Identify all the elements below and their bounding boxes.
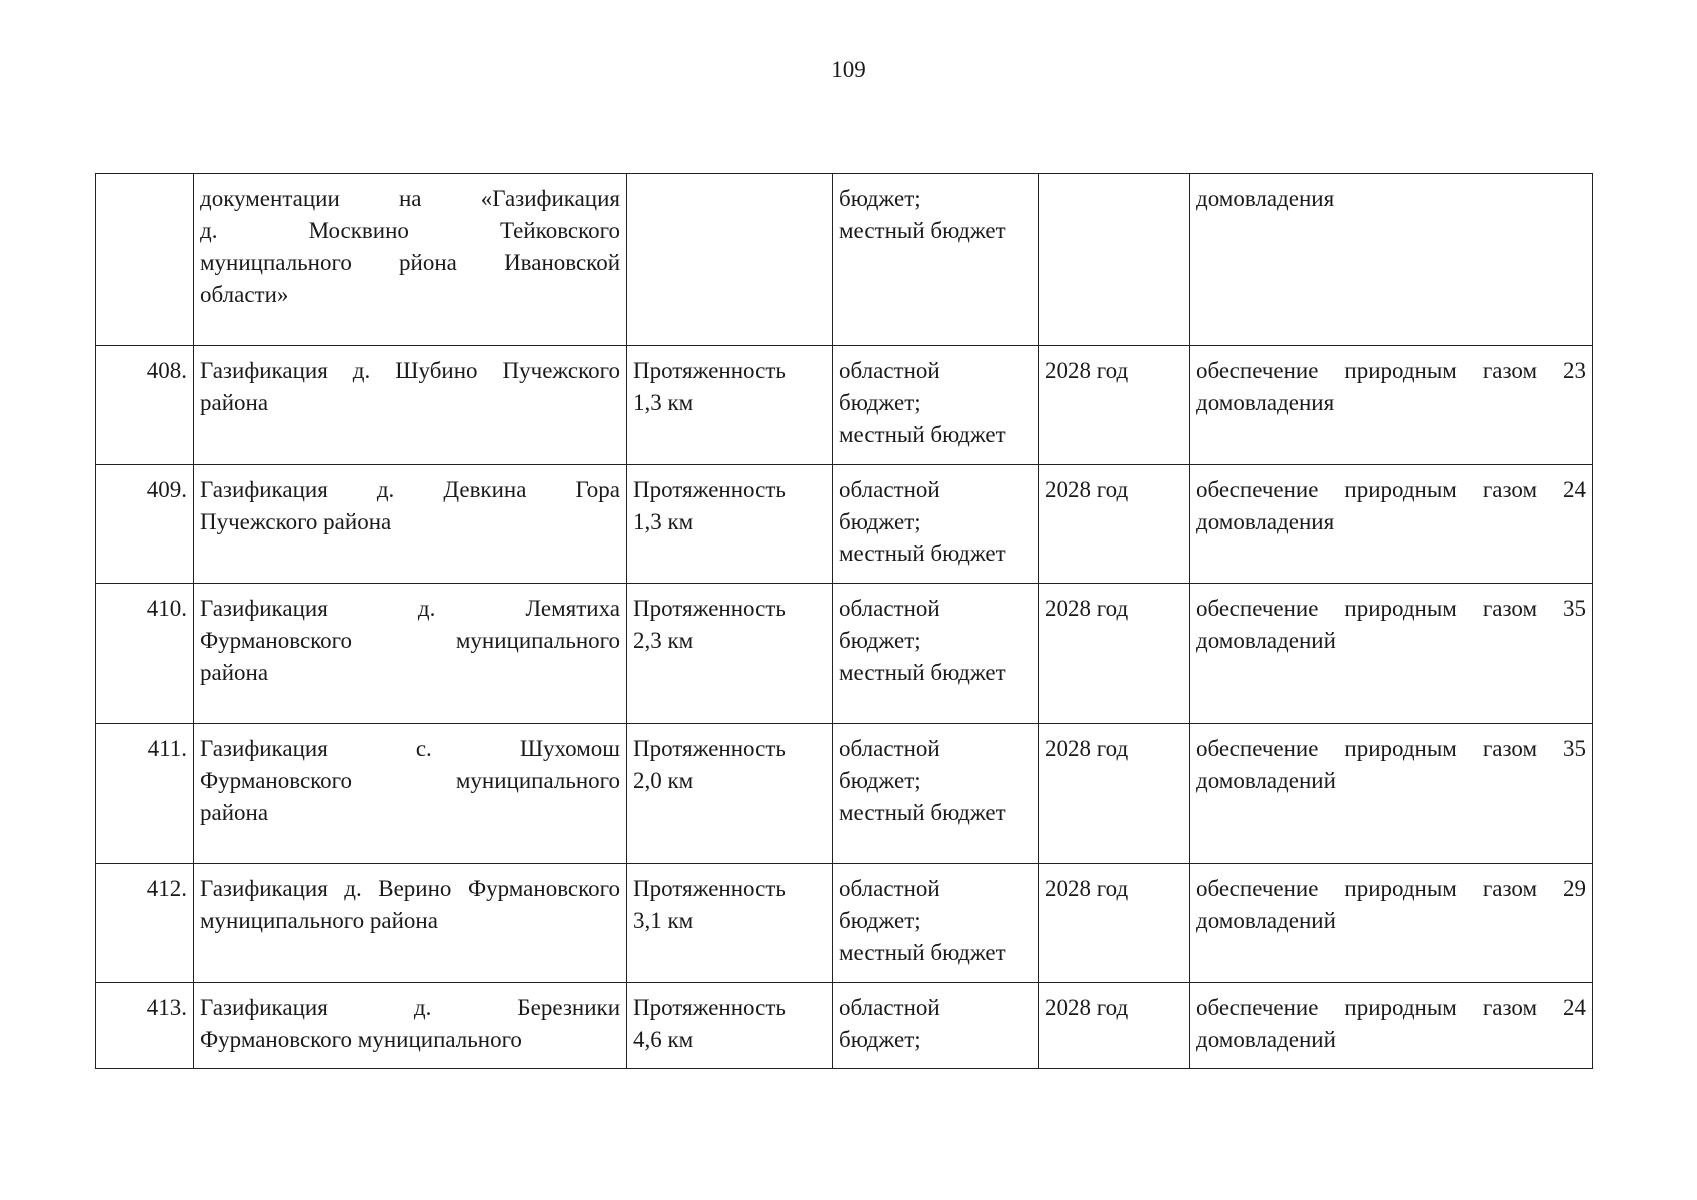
capacity-cell-line: 1,3 км (633, 509, 694, 534)
expected-result (1190, 983, 1593, 1069)
expected-result-line: домовладения (1196, 509, 1335, 534)
expected-result (1190, 724, 1593, 864)
measure-name-line: Газификация д. Шубино Пучежского (200, 358, 620, 383)
funding-source-line: бюджет; (839, 1027, 921, 1052)
expected-result-line: обеспечение природным газом 35 (1196, 736, 1586, 761)
row-number: 409. (96, 465, 194, 584)
deadline-year (1039, 174, 1190, 346)
table-row (96, 983, 1593, 1069)
measure-name (194, 983, 627, 1069)
deadline-year: 2028 год (1039, 584, 1190, 724)
expected-result (1190, 174, 1593, 346)
expected-result-line: домовладений (1196, 908, 1336, 933)
measure-name-line: Фурмановского муниципального (200, 628, 620, 653)
deadline-year: 2028 год (1039, 724, 1190, 864)
row-number: 410. (96, 584, 194, 724)
row-number (96, 174, 194, 346)
funding-source-line: местный бюджет (839, 800, 1006, 825)
row-number: 411. (96, 724, 194, 864)
capacity-cell (627, 174, 833, 346)
funding-source (833, 983, 1039, 1069)
capacity-cell-line: Протяженность (633, 596, 786, 621)
capacity-cell-line: Протяженность (633, 477, 786, 502)
measure-name-line: Газификация д. Лемятиха (200, 596, 620, 621)
funding-source (833, 864, 1039, 983)
page-number: 109 (831, 57, 866, 82)
expected-result-line: домовладений (1196, 768, 1336, 793)
measure-name-line: Газификация с. Шухомош (200, 736, 620, 761)
expected-result (1190, 864, 1593, 983)
capacity-cell-line: 1,3 км (633, 390, 694, 415)
expected-result-line: домовладений (1196, 1027, 1336, 1052)
funding-source-line: бюджет; (839, 908, 921, 933)
measure-name-line: Фурмановского муниципального (200, 1027, 522, 1052)
row-number: 413. (96, 983, 194, 1069)
funding-source-line: областной (839, 736, 940, 761)
capacity-cell-line: Протяженность (633, 358, 786, 383)
funding-source-line: бюджет; (839, 186, 921, 211)
expected-result-line: домовладения (1196, 186, 1335, 211)
measure-name-line: района (200, 660, 269, 685)
measure-name-line: Фурмановского муниципального (200, 768, 620, 793)
funding-source-line: областной (839, 876, 940, 901)
expected-result-line: обеспечение природным газом 23 (1196, 358, 1586, 383)
deadline-year: 2028 год (1039, 346, 1190, 465)
capacity-cell (627, 724, 833, 864)
measure-name (194, 346, 627, 465)
funding-source-line: областной (839, 358, 940, 383)
capacity-cell-line: Протяженность (633, 736, 786, 761)
measure-name-line: Пучежского района (200, 509, 392, 534)
table-row (96, 174, 1593, 346)
table-row (96, 724, 1593, 864)
expected-result-line: домовладений (1196, 628, 1336, 653)
measure-name-line: Газификация д. Березники (200, 995, 620, 1020)
funding-source-line: областной (839, 477, 940, 502)
expected-result-line: обеспечение природным газом 35 (1196, 596, 1586, 621)
capacity-cell (627, 983, 833, 1069)
funding-source-line: бюджет; (839, 628, 921, 653)
capacity-cell-line: Протяженность (633, 995, 786, 1020)
capacity-cell-line: Протяженность (633, 876, 786, 901)
funding-source-line: местный бюджет (839, 940, 1006, 965)
funding-source (833, 346, 1039, 465)
measure-name-line: района (200, 800, 269, 825)
funding-source-line: местный бюджет (839, 422, 1006, 447)
table-row (96, 864, 1593, 983)
funding-source-line: местный бюджет (839, 541, 1006, 566)
capacity-cell (627, 584, 833, 724)
funding-source (833, 174, 1039, 346)
funding-source-line: областной (839, 995, 940, 1020)
measure-name (194, 724, 627, 864)
capacity-cell-line: 2,3 км (633, 628, 694, 653)
expected-result-line: обеспечение природным газом 24 (1196, 477, 1586, 502)
funding-source (833, 724, 1039, 864)
funding-source-line: бюджет; (839, 509, 921, 534)
expected-result-line: обеспечение природным газом 24 (1196, 995, 1586, 1020)
measure-name-line: документации на «Газификация (200, 186, 620, 211)
deadline-year: 2028 год (1039, 465, 1190, 584)
capacity-cell (627, 346, 833, 465)
measure-name-line: района (200, 390, 269, 415)
measure-name (194, 465, 627, 584)
row-number: 412. (96, 864, 194, 983)
funding-source-line: областной (839, 596, 940, 621)
capacity-cell-line: 2,0 км (633, 768, 694, 793)
table-row (96, 465, 1593, 584)
measure-name (194, 174, 627, 346)
expected-result (1190, 584, 1593, 724)
capacity-cell-line: 4,6 км (633, 1027, 694, 1052)
expected-result (1190, 465, 1593, 584)
expected-result (1190, 346, 1593, 465)
capacity-cell (627, 465, 833, 584)
funding-source (833, 584, 1039, 724)
expected-result-line: обеспечение природным газом 29 (1196, 876, 1586, 901)
measure-name-line: муницпального рйона Ивановской (200, 250, 620, 275)
measures-table (95, 173, 1593, 1069)
measure-name (194, 864, 627, 983)
row-number: 408. (96, 346, 194, 465)
funding-source-line: местный бюджет (839, 218, 1006, 243)
funding-source-line: местный бюджет (839, 660, 1006, 685)
deadline-year: 2028 год (1039, 864, 1190, 983)
measure-name (194, 584, 627, 724)
funding-source-line: бюджет; (839, 768, 921, 793)
expected-result-line: домовладения (1196, 390, 1335, 415)
measure-name-line: области» (200, 282, 289, 307)
funding-source (833, 465, 1039, 584)
measure-name-line: Газификация д. Девкина Гора (200, 477, 620, 502)
capacity-cell (627, 864, 833, 983)
measure-name-line: Газификация д. Верино Фурмановского (200, 876, 620, 901)
table-body (96, 174, 1593, 1069)
capacity-cell-line: 3,1 км (633, 908, 694, 933)
table-row (96, 584, 1593, 724)
funding-source-line: бюджет; (839, 390, 921, 415)
measure-name-line: д. Москвино Тейковского (200, 218, 620, 243)
measure-name-line: муниципального района (200, 908, 438, 933)
table-row (96, 346, 1593, 465)
deadline-year: 2028 год (1039, 983, 1190, 1069)
